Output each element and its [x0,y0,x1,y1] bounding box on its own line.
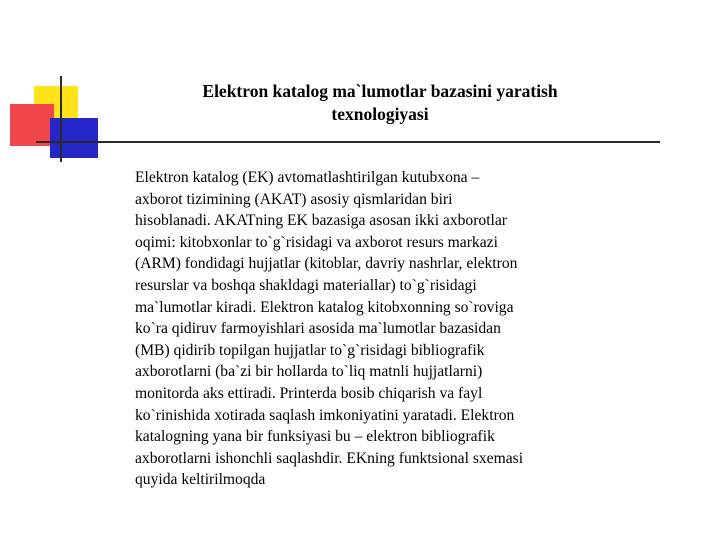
body-line: (MB) qidirib topilgan hujjatlar to`g`risidagi bibliografik [135,341,485,359]
body-line: resurslar va boshqa shakldagi materiallar) to`g`risidagi [135,276,477,294]
vertical-rule [60,76,62,162]
body-line: axborotlarni (ba`zi bir hollarda to`liq matnli hujjatlarni) [135,363,483,381]
body-line: ma`lumotlar kiradi. Elektron katalog kitobxonning so`roviga [135,298,514,316]
body-line: ko`rinishida xotirada saqlash imkoniyatini yaratadi. Elektron [135,406,515,424]
body-line: Elektron katalog (EK) avtomatlashtirilgan kutubxona – [135,169,480,186]
slide-title [150,80,610,126]
body-line: axborotlarni ishonchli saqlashdir. EKning funktsional sxemasi [135,449,524,467]
body-line: (ARM) fondidagi hujjatlar (kitoblar, davriy nashrlar, elektron [135,255,518,273]
horizontal-rule [36,141,660,143]
body-line: katalogning yana bir funksiyasi bu – elektron bibliografik [135,428,495,446]
body-line: oqimi: kitobxonlar to`g`risidagi va axborot resurs markazi [135,233,498,251]
title-line: Elektron katalog ma`lumotlar bazasini yaratish [202,81,558,101]
body-line: axborot tizimining (AKAT) asosiy qismlaridan biri [135,190,453,208]
body-line: hisoblanadi. AKATning EK bazasiga asosan ikki axborotlar [135,212,508,230]
title-line: texnologiyasi [331,104,429,124]
slide-body-text [135,167,595,491]
blue-square [50,118,98,158]
body-line: monitorda aks ettiradi. Printerda bosib chiqarish va fayl [135,384,483,402]
red-square [10,104,54,146]
body-line: quyida keltirilmoqda [135,471,266,489]
body-line: ko`ra qidiruv farmoyishlari asosida ma`lumotlar bazasidan [135,320,501,338]
